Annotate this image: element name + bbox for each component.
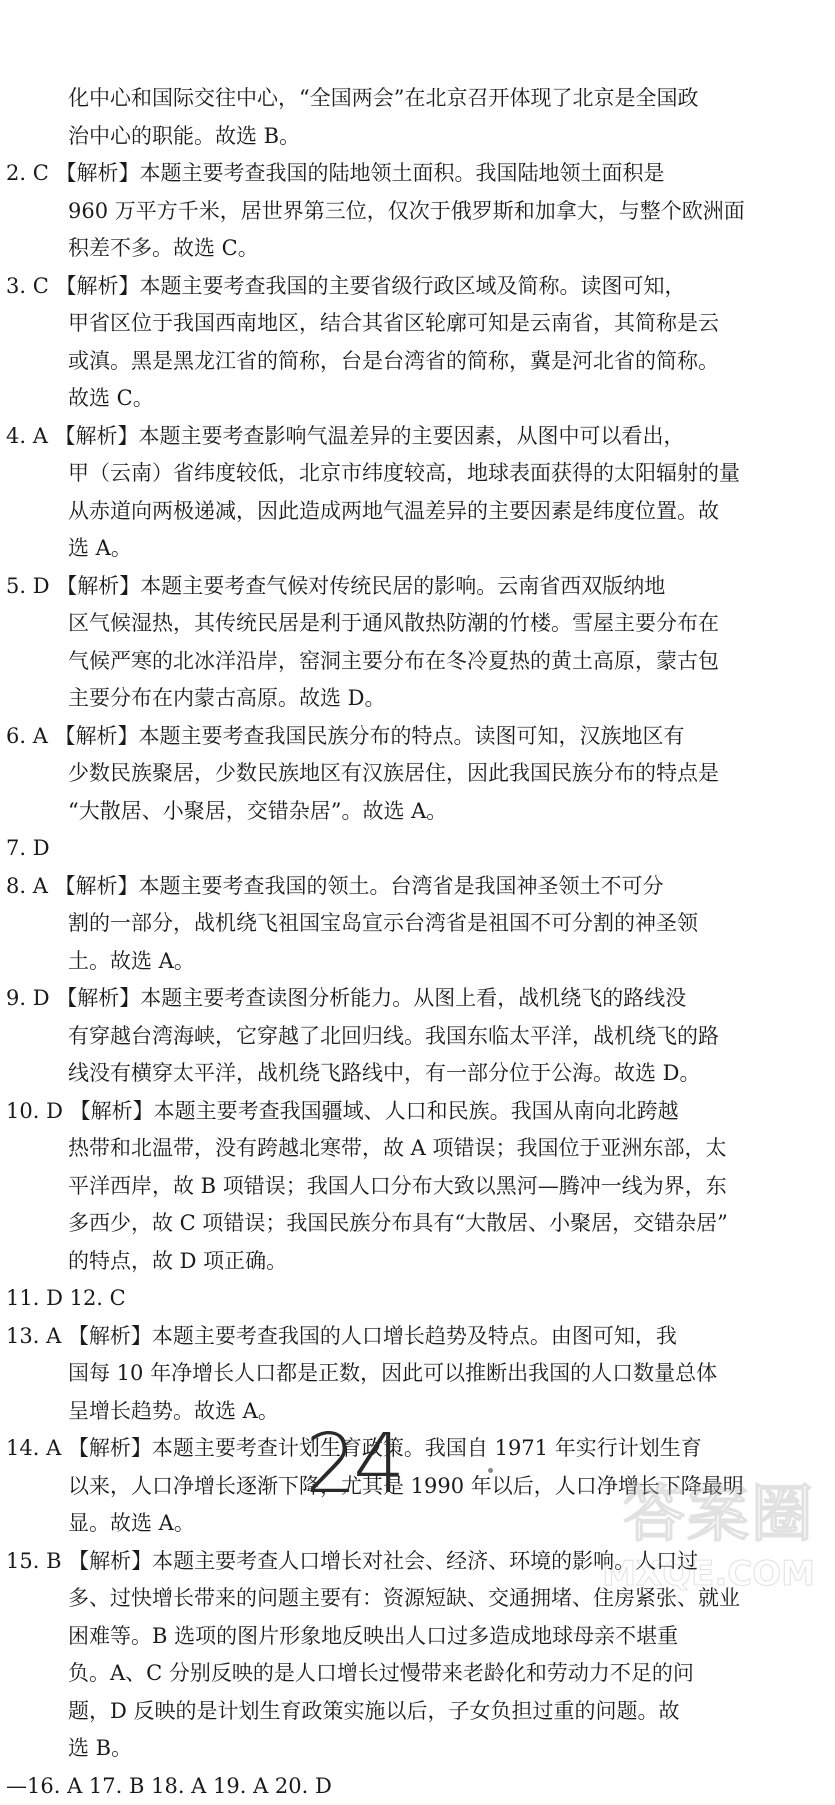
text-line: 多西少，故 C 项错误；我国民族分布具有“大散居、小聚居，交错杂居” [6,1205,631,1243]
text-line: 割的一部分，战机绕飞祖国宝岛宣示台湾省是祖国不可分割的神圣领 [6,905,631,943]
text-line: 10. D 【解析】本题主要考查我国疆域、人口和民族。我国从南向北跨越 [6,1093,631,1131]
text-line: 呈增长趋势。故选 A。 [6,1393,631,1431]
text-line: 甲省区位于我国西南地区，结合其省区轮廓可知是云南省，其简称是云 [6,305,631,343]
watermark [525,1474,825,1594]
text-line: 960 万平方千米，居世界第三位，仅次于俄罗斯和加拿大，与整个欧洲面 [6,193,631,231]
text-line: 6. A 【解析】本题主要考查我国民族分布的特点。读图可知，汉族地区有 [6,718,631,756]
text-line: 题，D 反映的是计划生育政策实施以后，子女负担过重的问题。故 [6,1693,631,1731]
text-line: 化中心和国际交往中心，“全国两会”在北京召开体现了北京是全国政 [6,80,631,118]
handwritten-page-number: 24 [305,1420,425,1510]
text-line: —16. A 17. B 18. A 19. A 20. D [6,1768,631,1805]
text-line: 11. D 12. C [6,1280,631,1318]
text-line: 的特点，故 D 项正确。 [6,1243,631,1281]
text-line: 有穿越台湾海峡，它穿越了北回归线。我国东临太平洋，战机绕飞的路 [6,1018,631,1056]
text-line: 15. B 【解析】本题主要考查人口增长对社会、经济、环境的影响。人口过 [6,1543,631,1581]
text-line: 9. D 【解析】本题主要考查读图分析能力。从图上看，战机绕飞的路线没 [6,980,631,1018]
text-line: 热带和北温带，没有跨越北寒带，故 A 项错误；我国位于亚洲东部，太 [6,1130,631,1168]
text-line: 8. A 【解析】本题主要考查我国的领土。台湾省是我国神圣领土不可分 [6,868,631,906]
text-line: 多、过快增长带来的问题主要有：资源短缺、交通拥堵、住房紧张、就业 [6,1580,631,1618]
ink-dot [488,1468,493,1473]
text-line: 线没有横穿太平洋，战机绕飞路线中，有一部分位于公海。故选 D。 [6,1055,631,1093]
watermark-logo: 答案圈 [525,1474,815,1554]
text-line: 14. A 【解析】本题主要考查计划生育政策。我国自 1971 年实行计划生育 [6,1430,631,1468]
watermark-url: MXQE.COM [525,1554,815,1594]
text-line: 负。A、C 分别反映的是人口增长过慢带来老龄化和劳动力不足的问 [6,1655,631,1693]
text-line: 故选 C。 [6,380,631,418]
text-line: “大散居、小聚居，交错杂居”。故选 A。 [6,793,631,831]
text-line: 甲（云南）省纬度较低，北京市纬度较高，地球表面获得的太阳辐射的量 [6,455,631,493]
text-line: 少数民族聚居，少数民族地区有汉族居住，因此我国民族分布的特点是 [6,755,631,793]
text-line: 选 A。 [6,530,631,568]
text-line: 气候严寒的北冰洋沿岸，窑洞主要分布在冬冷夏热的黄土高原，蒙古包 [6,643,631,681]
text-line: 积差不多。故选 C。 [6,230,631,268]
text-line: 或滇。黑是黑龙江省的简称，台是台湾省的简称，冀是河北省的简称。 [6,343,631,381]
text-line: 土。故选 A。 [6,943,631,981]
text-line: 13. A 【解析】本题主要考查我国的人口增长趋势及特点。由图可知，我 [6,1318,631,1356]
text-line: 5. D 【解析】本题主要考查气候对传统民居的影响。云南省西双版纳地 [6,568,631,606]
text-line: 选 B。 [6,1730,631,1768]
text-line: 2. C 【解析】本题主要考查我国的陆地领土面积。我国陆地领土面积是 [6,155,631,193]
text-line: 困难等。B 选项的图片形象地反映出人口过多造成地球母亲不堪重 [6,1618,631,1656]
text-line: 显。故选 A。 [6,1505,631,1543]
text-line: 以来，人口净增长逐渐下降，尤其是 1990 年以后，人口净增长下降最明 [6,1468,631,1506]
text-line: 从赤道向两极递减，因此造成两地气温差异的主要因素是纬度位置。故 [6,493,631,531]
text-line: 主要分布在内蒙古高原。故选 D。 [6,680,631,718]
text-line: 3. C 【解析】本题主要考查我国的主要省级行政区域及简称。读图可知， [6,268,631,306]
text-line: 7. D [6,830,631,868]
text-line: 国每 10 年净增长人口都是正数，因此可以推断出我国的人口数量总体 [6,1355,631,1393]
text-line: 4. A 【解析】本题主要考查影响气温差异的主要因素，从图中可以看出， [6,418,631,456]
text-line: 治中心的职能。故选 B。 [6,118,631,156]
text-line: 区气候湿热，其传统民居是利于通风散热防潮的竹楼。雪屋主要分布在 [6,605,631,643]
text-line: 平洋西岸，故 B 项错误；我国人口分布大致以黑河—腾冲一线为界，东 [6,1168,631,1206]
